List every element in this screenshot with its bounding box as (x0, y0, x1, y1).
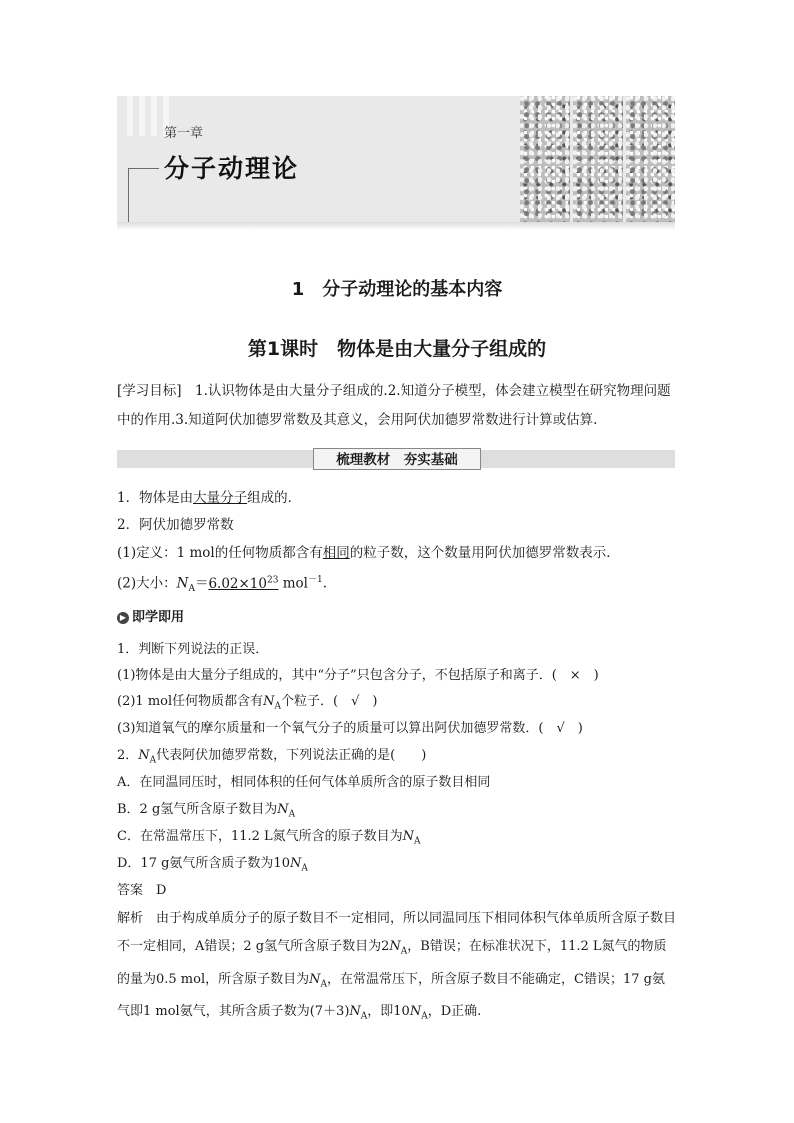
chapter-title: 分子动理论 (164, 154, 300, 183)
banner-shadow (117, 222, 675, 230)
q1-statement-2: (2)1 mol任何物质都含有$N_A$个粒子．( √ ) (117, 694, 378, 712)
q2-option-c: C．在常温常压下，11.2 L氮气所含的原子数目为$N_A$ (117, 829, 421, 847)
underlined-answer: 相同 (322, 545, 350, 561)
flower-photo-3 (626, 96, 675, 222)
flower-photo-2 (573, 96, 623, 222)
q1-statement-1: (1)物体是由大量分子组成的，其中“分子”只包含分子，不包括原子和离子．( × ) (117, 668, 599, 683)
q1-stem: 1．判断下列说法的正误． (117, 642, 269, 657)
q1-statement-3: (3)知道氧气的摩尔质量和一个氧气分子的质量可以算出阿伏加德罗常数．( √ ) (117, 721, 583, 736)
flower-photo-1 (520, 96, 570, 222)
content-size: (2)大小：$N_A=6.02\times 10^{23}$ mol$^{-1}$. (117, 575, 328, 595)
q2-option-a: A．在同温同压时，相同体积的任何气体单质所含的原子数目相同 (117, 775, 491, 790)
objectives-line-1: [学习目标] 1.认识物体是由大量分子组成的.2.知道分子模型，体会建立模型在研究物理问题 (117, 383, 671, 399)
q2-stem: 2．$N_A$代表阿伏加德罗常数，下列说法正确的是( ) (117, 748, 427, 766)
q2-option-d: D．17 g氨气所含质子数为$10N_A$ (117, 856, 308, 874)
content-item-1: 1．物体是由大量分子组成的． (117, 490, 302, 506)
objectives-line-2: 中的作用.3.知道阿伏加德罗常数及其意义，会用阿伏加德罗常数进行计算或估算. (117, 412, 598, 428)
chapter-banner (117, 96, 675, 222)
practice-title: ▶ 即学即用 (117, 606, 184, 625)
chapter-label: 第一章 (164, 126, 204, 141)
banner-frame (128, 168, 159, 222)
content-definition: (1)定义：1 mol的任何物质都含有相同的粒子数，这个数量用阿伏加德罗常数表示． (117, 545, 620, 561)
underlined-answer: 大量分子 (193, 490, 248, 506)
q2-answer: 答案 D (117, 883, 167, 898)
section-title: 梳理教材 夯实基础 (313, 448, 481, 470)
q2-explanation: 解析 由于构成单质分子的原子数目不一定相同，所以同温同压下相同体积气体单质所含原子数目不一定相同，A错误；2 g氢气所含原子数目为$2N_A$，B错误；在标准状况下，11.2 L氮气的物质的量为0.5 mol，所含原子数目为$N_A$，在常温常压下，所含原子数目不能确定，C错误；17 g氨气即1 mol氨气，其所含质子数为$(7+3)N_A$，即$10N_A$，D正确. (117, 911, 677, 1022)
play-icon: ▶ (117, 612, 129, 624)
section-heading: 1 分子动理论的基本内容 (291, 279, 503, 300)
underlined-answer: $6.02\times 10^{23}$ (208, 575, 279, 592)
q2-option-b: B．2 g氢气所含原子数目为$N_A$ (117, 802, 296, 820)
lesson-heading: 第1课时 物体是由大量分子组成的 (247, 338, 547, 360)
content-item-2: 2．阿伏加德罗常数 (117, 517, 234, 533)
